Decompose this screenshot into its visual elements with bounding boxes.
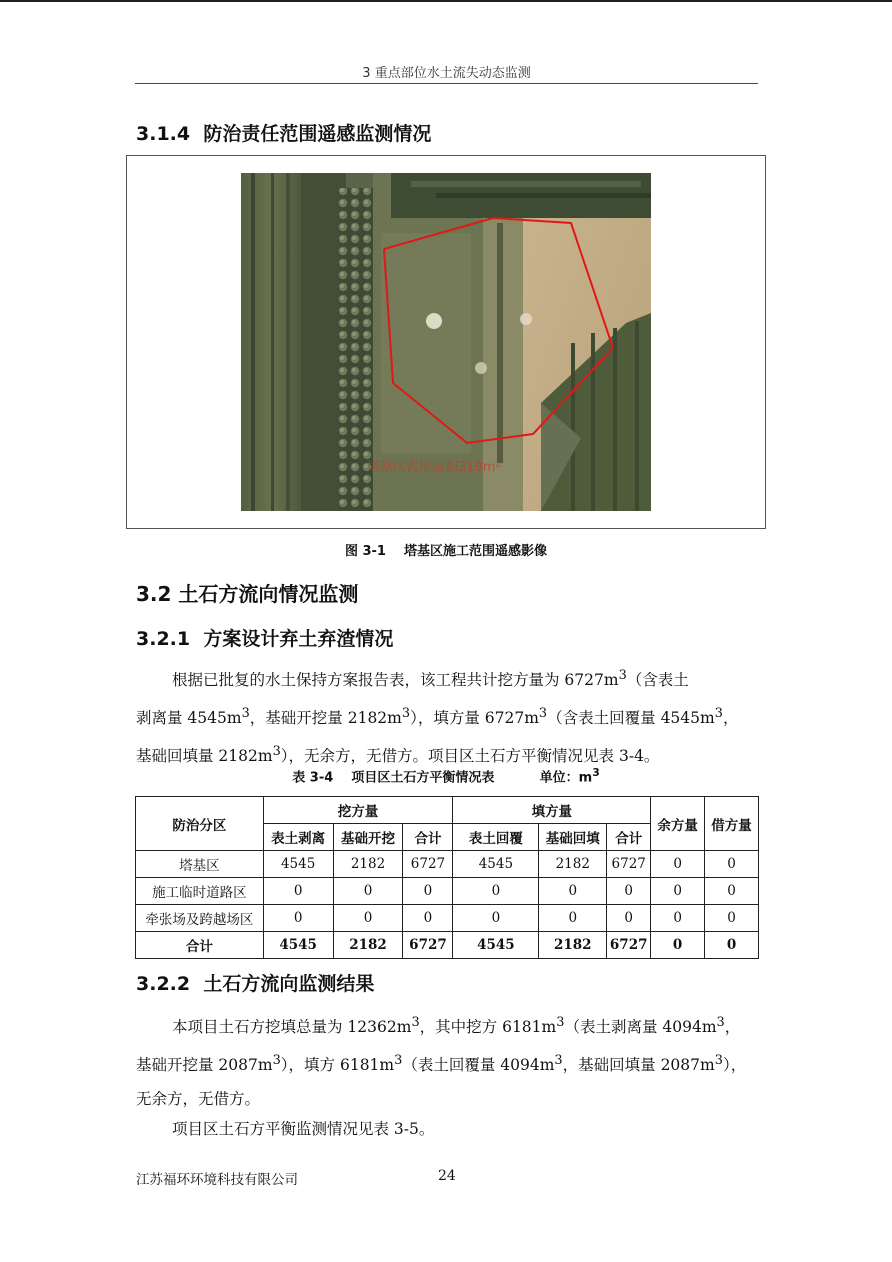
subheader-fill-total: 合计 <box>607 824 651 851</box>
footer-company: 江苏福环环境科技有限公司 <box>136 1172 298 1188</box>
value-cell: 4545 <box>453 932 539 959</box>
section-3-1-4-heading <box>136 119 431 146</box>
earthwork-balance-table <box>135 796 759 959</box>
figure-caption: 图 3-1 塔基区施工范围遥感影像 <box>344 544 548 559</box>
section-title: 土石方流向监测结果 <box>203 973 375 995</box>
subheader-excavation-total: 合计 <box>403 824 453 851</box>
value-cell: 6727 <box>403 851 453 878</box>
section-title: 方案设计弃土弃渣情况 <box>203 628 394 650</box>
value-cell: 6727 <box>607 851 651 878</box>
value-cell: 4545 <box>453 851 539 878</box>
section-number: 3.2.2 <box>136 973 191 995</box>
header-rule <box>135 83 758 84</box>
section-title: 土石方流向情况监测 <box>178 582 359 606</box>
value-cell: 0 <box>333 905 403 932</box>
subheader-topsoil-backfill: 表土回覆 <box>453 824 539 851</box>
table-row <box>136 851 759 878</box>
table-total-row <box>136 932 759 959</box>
value-cell: 0 <box>453 878 539 905</box>
table-row <box>136 905 759 932</box>
value-cell: 0 <box>705 851 759 878</box>
running-header: 3 重点部位水土流失动态监测 <box>362 66 531 81</box>
section-number: 3.1.4 <box>136 123 191 145</box>
value-cell: 0 <box>333 878 403 905</box>
table-caption-title: 表 3-4 项目区土石方平衡情况表 <box>292 770 495 786</box>
section-title: 防治责任范围遥感监测情况 <box>203 123 432 145</box>
value-cell: 2182 <box>539 932 607 959</box>
value-cell: 2182 <box>333 932 403 959</box>
value-cell: 0 <box>705 932 759 959</box>
section-3-2-heading <box>136 578 358 607</box>
section-3-2-1-heading <box>136 624 393 651</box>
page-number: 24 <box>438 1168 456 1184</box>
table-row <box>136 878 759 905</box>
section-number: 3.2 <box>136 582 172 606</box>
subheader-topsoil-stripping: 表土剥离 <box>263 824 333 851</box>
value-cell: 4545 <box>263 932 333 959</box>
value-cell: 0 <box>539 905 607 932</box>
value-cell: 0 <box>705 878 759 905</box>
subheader-foundation-backfill: 基础回填 <box>539 824 607 851</box>
value-cell: 0 <box>651 932 705 959</box>
header-surplus: 余方量 <box>651 797 705 851</box>
value-cell: 6727 <box>607 932 651 959</box>
zone-cell: 合计 <box>136 932 264 959</box>
value-cell: 6727 <box>403 932 453 959</box>
table-caption-unit: 单位：m <box>539 770 593 786</box>
paragraph-monitoring-result: 本项目土石方挖填总量为 $12362m^3$，其中挖方 $6181m^3$（表土剥离量 $4094m^3$， 基础开挖量 $2087m^3$），填方 $6181m^3$（表土回覆量 $4094m^3$，基础回填量 $2087m^3$）， 无余方，无借方。 <box>136 1015 747 1109</box>
value-cell: 0 <box>453 905 539 932</box>
header-zone: 防治分区 <box>136 797 264 851</box>
value-cell: 0 <box>651 878 705 905</box>
paragraph-table-reference: 项目区土石方平衡监测情况见表 3-5。 <box>172 1120 435 1138</box>
zone-cell: 塔基区 <box>136 851 264 878</box>
value-cell: 0 <box>539 878 607 905</box>
section-3-2-2-heading <box>136 969 374 996</box>
zone-cell: 施工临时道路区 <box>136 878 264 905</box>
value-cell: 4545 <box>263 851 333 878</box>
table-caption: 表 3-4 项目区土石方平衡情况表 单位：$m^3$ <box>292 766 600 786</box>
value-cell: 2182 <box>539 851 607 878</box>
value-cell: 0 <box>651 905 705 932</box>
value-cell: 0 <box>705 905 759 932</box>
header-fill: 填方量 <box>453 797 651 824</box>
value-cell: 0 <box>263 905 333 932</box>
value-cell: 2182 <box>333 851 403 878</box>
value-cell: 0 <box>607 905 651 932</box>
section-number: 3.2.1 <box>136 628 191 650</box>
header-excavation: 挖方量 <box>263 797 453 824</box>
subheader-foundation-excavation: 基础开挖 <box>333 824 403 851</box>
satellite-image <box>241 173 651 511</box>
paragraph-plan-earthwork: 根据已批复的水土保持方案报告表，该工程共计挖方量为 $6727m^3$（含表土 剥离量 $4545m^3$，基础开挖量 $2182m^3$），填方量 $6727m^3$（含表土回覆量 $4545m^3$， 基础回填量 $2182m^3$），无余方，无借方。项目区土石方平衡情况见表 3-4。 <box>136 668 739 766</box>
header-borrow: 借方量 <box>705 797 759 851</box>
figure-overlay-label: 塔基区占地面积319m² <box>367 460 501 475</box>
value-cell: 0 <box>607 878 651 905</box>
zone-cell: 牵张场及跨越场区 <box>136 905 264 932</box>
value-cell: 0 <box>263 878 333 905</box>
value-cell: 0 <box>403 878 453 905</box>
value-cell: 0 <box>403 905 453 932</box>
value-cell: 0 <box>651 851 705 878</box>
page-top-border <box>0 0 892 2</box>
